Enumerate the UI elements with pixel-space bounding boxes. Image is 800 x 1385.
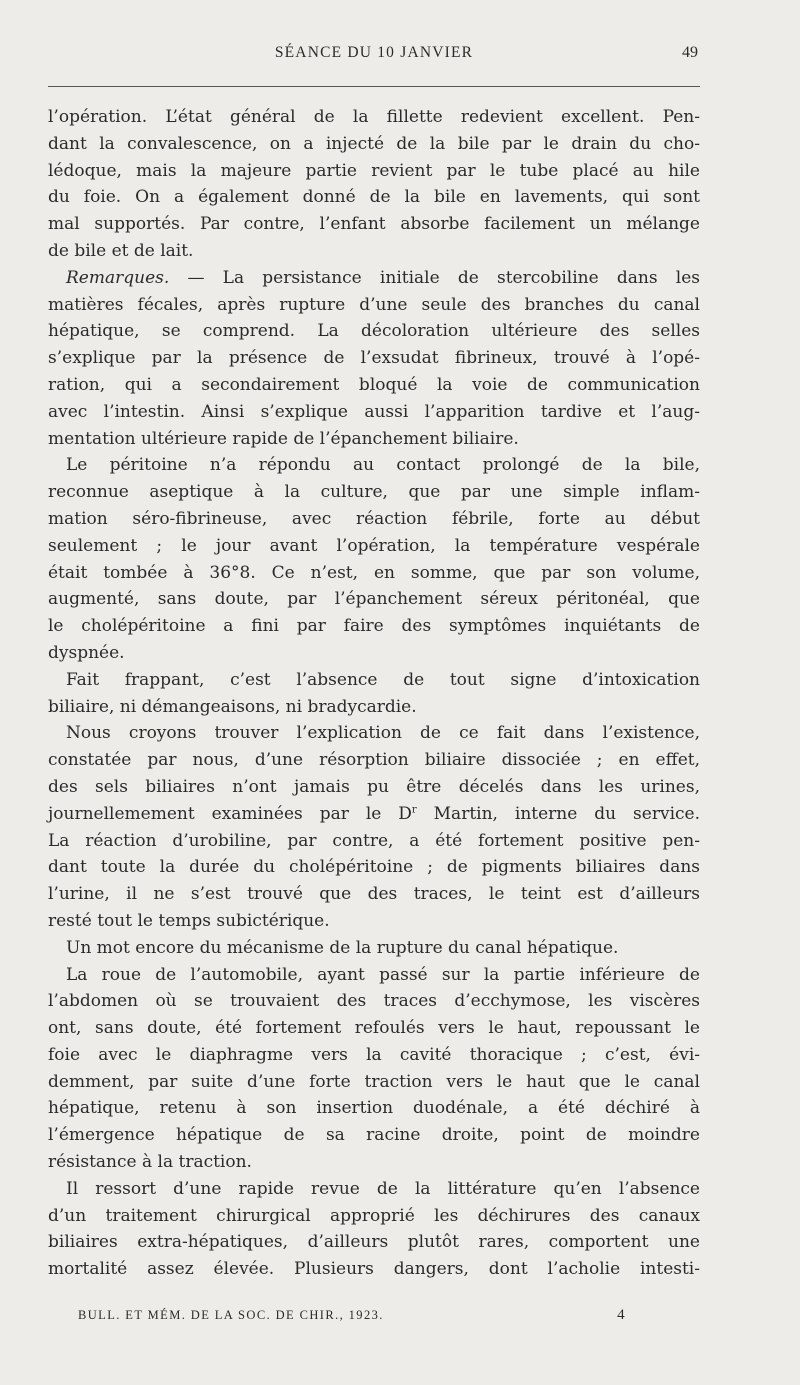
text-line: mal supportés. Par contre, l’enfant absorbe facilement un mélange bbox=[48, 214, 700, 235]
text-line: demment, par suite d’une forte traction vers le haut que le canal bbox=[48, 1071, 700, 1092]
text-line: d’un traitement chirurgical approprié les déchirures des canaux bbox=[48, 1205, 700, 1226]
remarques-heading: Remarques. bbox=[66, 267, 170, 288]
text-line: La roue de l’automobile, ayant passé sur la partie inférieure de bbox=[66, 964, 700, 985]
text-run: Martin, interne du service. bbox=[416, 803, 700, 824]
paragraph-8 bbox=[48, 1176, 700, 1283]
header-rule bbox=[48, 86, 700, 87]
text-line: augmenté, sans doute, par l’épanchement séreux péritonéal, que bbox=[48, 589, 700, 610]
text-line: biliaires extra-hépatiques, d’ailleurs plutôt rares, comportent une bbox=[48, 1232, 700, 1253]
text-line: de bile et de lait. bbox=[48, 240, 194, 261]
text-line: reconnue aseptique à la culture, que par une simple inflam- bbox=[48, 482, 700, 503]
text-line: biliaire, ni démangeaisons, ni bradycardie. bbox=[48, 696, 417, 717]
text-line: l’urine, il ne s’est trouvé que des traces, le teint est d’ailleurs bbox=[48, 884, 700, 905]
text-line: Un mot encore du mécanisme de la rupture du canal hépatique. bbox=[66, 937, 619, 958]
text-line: ration, qui a secondairement bloqué la voie de communication bbox=[48, 374, 700, 395]
text-line: l’émergence hépatique de sa racine droite, point de moindre bbox=[48, 1125, 700, 1146]
text-line: dant la convalescence, on a injecté de la bile par le drain du cho- bbox=[48, 133, 700, 154]
text-line: était tombée à 36°8. Ce n’est, en somme, que par son volume, bbox=[48, 562, 700, 583]
text-line: le cholépéritoine a fini par faire des symptômes inquiétants de bbox=[48, 616, 700, 637]
text-line: foie avec le diaphragme vers la cavité thoracique ; c’est, évi- bbox=[48, 1044, 700, 1065]
text-line bbox=[48, 265, 700, 292]
text-line: dant toute la durée du cholépéritoine ; de pigments biliaires dans bbox=[48, 857, 700, 878]
text-line: resté tout le temps subictérique. bbox=[48, 910, 330, 931]
text-line: mentation ultérieure rapide de l’épanchement biliaire. bbox=[48, 428, 519, 449]
body-text bbox=[48, 104, 700, 1283]
text-line: avec l’intestin. Ainsi s’explique aussi l’apparition tardive et l’aug- bbox=[48, 401, 700, 422]
page-number: 49 bbox=[682, 44, 698, 61]
text-line: Le péritoine n’a répondu au contact prolongé de la bile, bbox=[66, 455, 700, 476]
paragraph-4 bbox=[48, 667, 700, 721]
text-run: — La persistance initiale de stercobiline dans les bbox=[169, 267, 700, 288]
text-line: Fait frappant, c’est l’absence de tout signe d’intoxication bbox=[66, 669, 700, 690]
text-line: constatée par nous, d’une résorption biliaire dissociée ; en effet, bbox=[48, 750, 700, 771]
text-line: La réaction d’urobiline, par contre, a été fortement positive pen- bbox=[48, 830, 700, 851]
text-line: s’explique par la présence de l’exsudat fibrineux, trouvé à l’opé- bbox=[48, 348, 700, 369]
paragraph-5 bbox=[48, 720, 700, 934]
text-line: du foie. On a également donné de la bile en lavements, qui sont bbox=[48, 187, 700, 208]
paragraph-remarques bbox=[48, 265, 700, 453]
text-line: mortalité assez élevée. Plusieurs dangers, dont l’acholie intesti- bbox=[48, 1259, 700, 1280]
text-line: seulement ; le jour avant l’opération, la température vespérale bbox=[48, 535, 700, 556]
paragraph-7 bbox=[48, 962, 700, 1176]
text-line: résistance à la traction. bbox=[48, 1152, 252, 1173]
text-line: ont, sans doute, été fortement refoulés vers le haut, repoussant le bbox=[48, 1018, 700, 1039]
text-line: hépatique, retenu à son insertion duodénale, a été déchiré à bbox=[48, 1098, 700, 1119]
journal-reference: BULL. ET MÉM. DE LA SOC. DE CHIR., 1923. bbox=[78, 1308, 384, 1322]
text-line bbox=[48, 801, 700, 828]
text-line: hépatique, se comprend. La décoloration ultérieure des selles bbox=[48, 321, 700, 342]
text-line: matières fécales, après rupture d’une seule des branches du canal bbox=[48, 294, 700, 315]
paragraph-1 bbox=[48, 104, 700, 265]
running-title: SÉANCE DU 10 JANVIER bbox=[274, 44, 474, 61]
text-line: lédoque, mais la majeure partie revient par le tube placé au hile bbox=[48, 160, 700, 181]
text-line: l’opération. L’état général de la fillette redevient excellent. Pen- bbox=[48, 107, 700, 127]
text-run: journellemement examinées par le D bbox=[48, 803, 412, 824]
paragraph-3 bbox=[48, 452, 700, 666]
running-head bbox=[48, 44, 700, 74]
text-line: dyspnée. bbox=[48, 642, 125, 663]
text-line: mation séro-fibrineuse, avec réaction fébrile, forte au début bbox=[48, 508, 700, 529]
signature-mark: 4 bbox=[617, 1307, 626, 1323]
text-line: l’abdomen où se trouvaient des traces d’ecchymose, les viscères bbox=[48, 991, 700, 1012]
paragraph-6 bbox=[48, 935, 700, 962]
text-line: Il ressort d’une rapide revue de la littérature qu’en l’absence bbox=[66, 1178, 700, 1199]
superscript: r bbox=[411, 804, 417, 816]
text-line: des sels biliaires n’ont jamais pu être décelés dans les urines, bbox=[48, 776, 700, 797]
text-line: Nous croyons trouver l’explication de ce fait dans l’existence, bbox=[66, 723, 700, 744]
